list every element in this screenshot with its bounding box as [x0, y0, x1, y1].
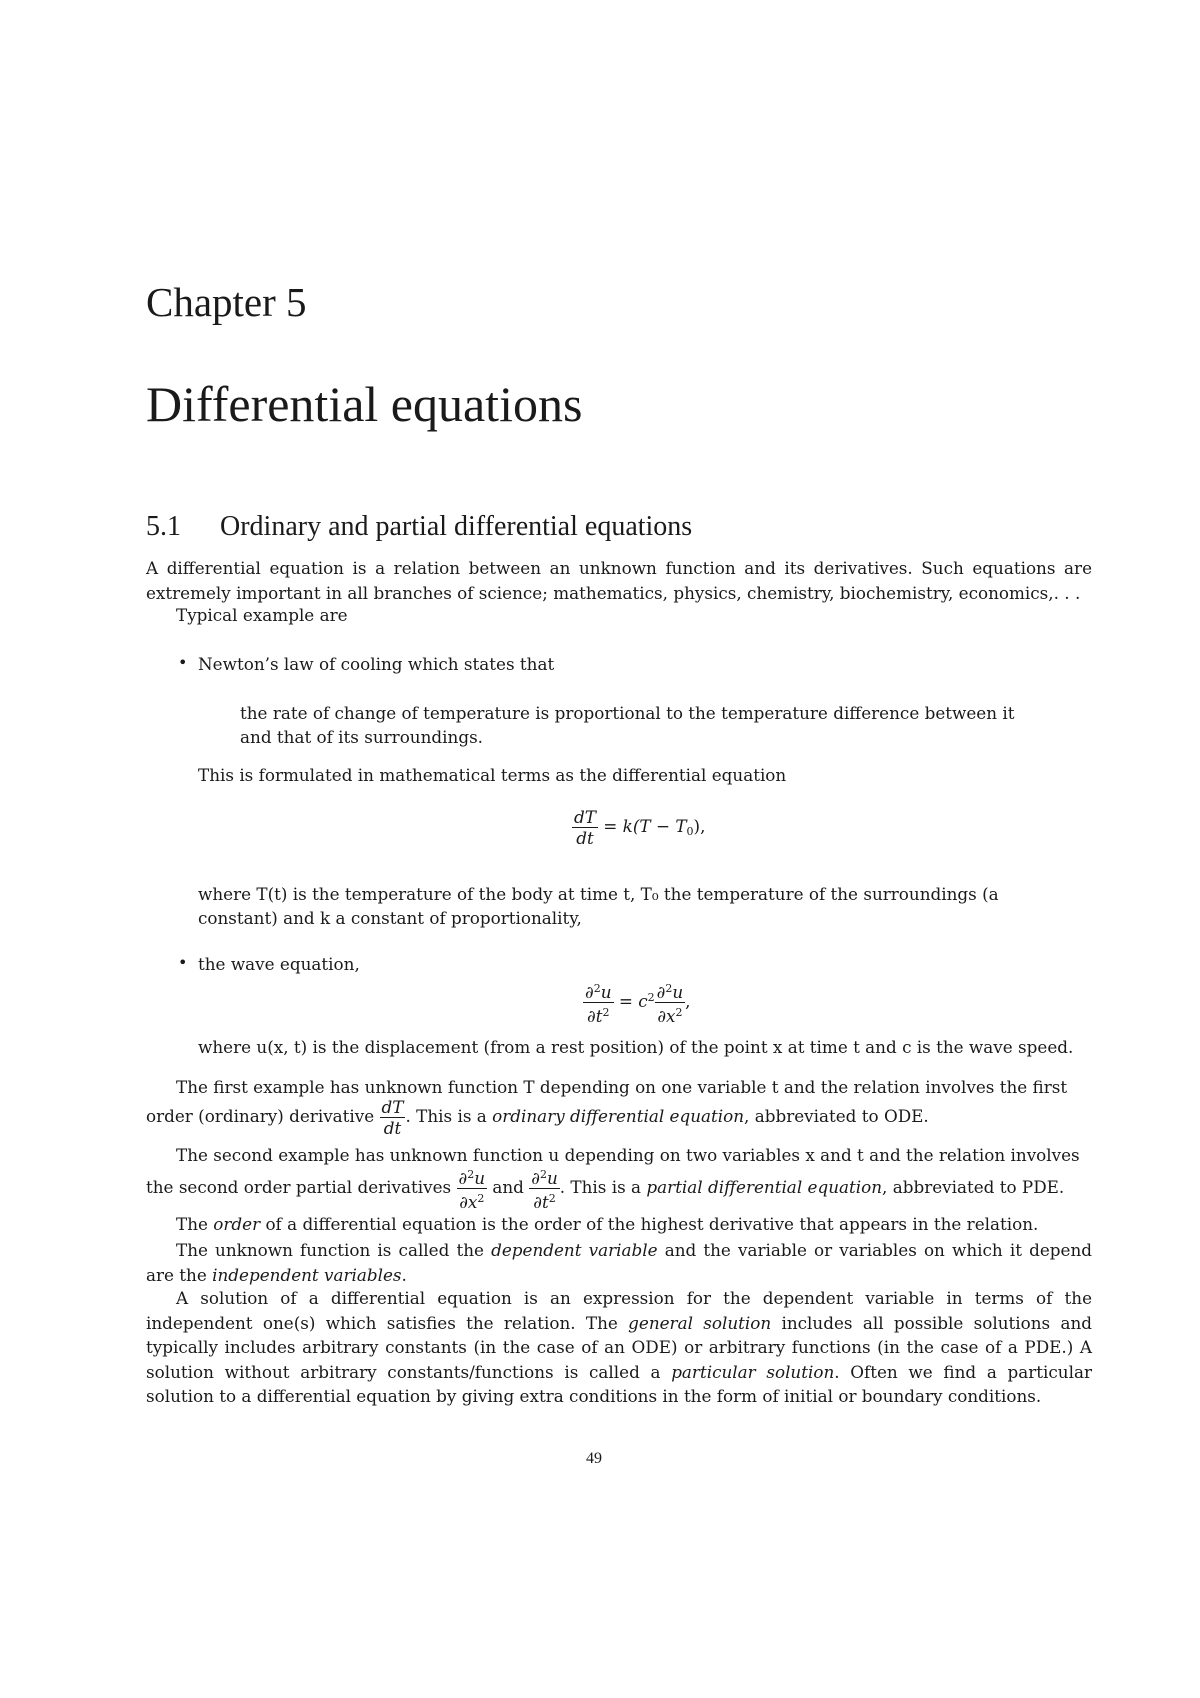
dT-dt-fraction: $\frac{dT}{dt}$: [574, 807, 596, 848]
section-heading: [146, 511, 692, 543]
order-definition: The order of a differential equation is the order of the highest derivative that appears in the relation.: [176, 1214, 1039, 1234]
bullet1-lead: Newton’s law of cooling which states that: [198, 654, 555, 674]
second-example-line1: The second example has unknown function u depending on two variables x and t and the relation involves: [176, 1145, 1080, 1165]
bullet-marker: •: [178, 953, 188, 972]
intro-paragraph: A differential equation is a relation between an unknown function and its derivatives. Such equations are extremely important in all branches of science; mathematics, physics, chemistry, biochemistry, economics,. . .: [146, 558, 1092, 603]
bullet2-lead: the wave equation,: [198, 954, 360, 974]
quote-line-1: the rate of change of temperature is proportional to the temperature difference between it: [240, 703, 1015, 723]
where-line-2: constant) and k a constant of proportionality,: [198, 908, 582, 928]
first-example-line2: order (ordinary) derivative $\frac{dT}{dt}$ . This is a ordinary differential equation, abbreviated to ODE.: [146, 1097, 929, 1138]
section-title: Ordinary and partial differential equations: [220, 511, 693, 542]
d2u-dt2-fraction: $\frac{\partial^2u}{\partial t^2}$: [583, 979, 614, 1026]
wave-where: where u(x, t) is the displacement (from a rest position) of the point x at time t and c is the wave speed.: [198, 1037, 1074, 1057]
dT-dt-fraction-inline: $\frac{dT}{dt}$: [381, 1097, 404, 1138]
second-example-line2: the second order partial derivatives $\frac{\partial^2u}{\partial x^2}$ and $\frac{\partial^2u}{\partial t^2}$ . This is a partial differential equation, abbreviated to PDE.: [146, 1165, 1064, 1212]
formulated-text: This is formulated in mathematical terms as the differential equation: [198, 765, 787, 785]
d2u-dx2-inline: $\frac{\partial^2u}{\partial x^2}$: [457, 1165, 488, 1212]
intro-typical: Typical example are: [176, 605, 348, 625]
first-example-line1: The first example has unknown function T depending on one variable t and the relation involves the first: [176, 1077, 1068, 1097]
quote-line-2: and that of its surroundings.: [240, 727, 484, 747]
equation-rhs: = $k(T - T_0)$,: [603, 816, 706, 838]
dependent-paragraph: The unknown function is called the dependent variable and the variable or variables on which it depend are the independent variables.: [146, 1240, 1092, 1285]
where-line-1: where T(t) is the temperature of the body at time t, T₀ the temperature of the surroundings (a: [198, 884, 999, 904]
chapter-title: Differential equations: [146, 376, 583, 432]
section-number: 5.1: [146, 511, 181, 542]
wave-equation: $\frac{\partial^2u}{\partial t^2}$ = $c^2$ $\frac{\partial^2u}{\partial x^2}$ ,: [583, 979, 690, 1026]
d2u-dx2-fraction: $\frac{\partial^2u}{\partial x^2}$: [655, 979, 686, 1026]
d2u-dt2-inline: $\frac{\partial^2u}{\partial t^2}$: [529, 1165, 560, 1212]
page-number: 49: [586, 1450, 602, 1467]
solution-paragraph: A solution of a differential equation is an expression for the dependent variable in terms of the independent one(s) which satisfies the relation. The general solution includes all possible solutions and typically includes arbitrary constants (in the case of an ODE) or arbitrary functions (in the case of a PDE.) A solution without arbitrary constants/functions is called a particular solution. Often we find a particular solution to a differential equation by giving extra conditions in the form of initial or boundary conditions.: [146, 1288, 1093, 1406]
chapter-label: Chapter 5: [146, 279, 307, 325]
newton-equation: [572, 807, 705, 848]
bullet-marker: •: [178, 653, 188, 672]
